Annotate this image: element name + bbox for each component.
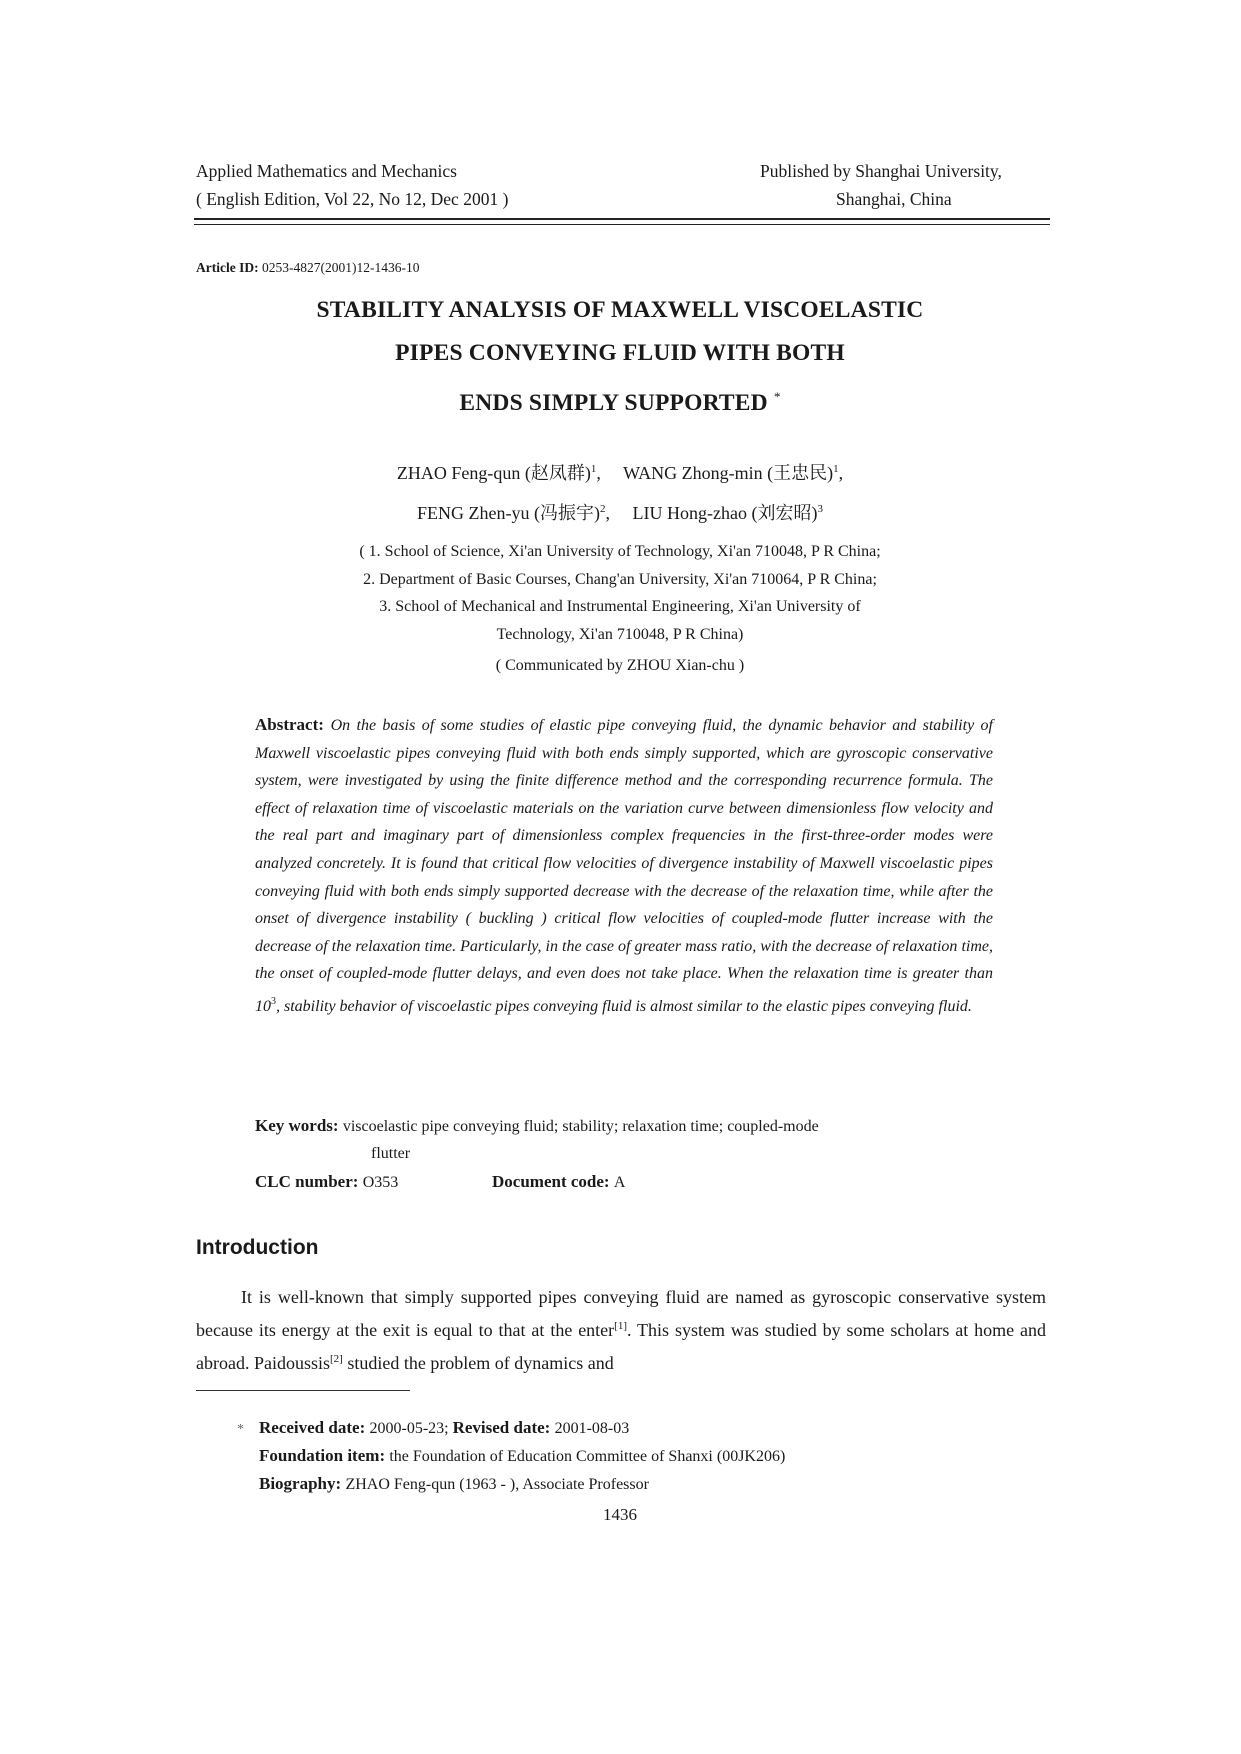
affiliations [150, 538, 1090, 680]
affiliation-line: ( 1. School of Science, Xi'an University of Technology, Xi'an 710048, P R China; [359, 543, 881, 560]
foundation-label: Foundation item [259, 1446, 380, 1465]
author-affiliation-mark: 3 [817, 503, 823, 515]
clc-value: O353 [362, 1174, 399, 1191]
intro-sentence: It is well-known that simply supported pipes conveying fluid are named as gyroscopic conservative system because its energy at the exit is equal to that at the enter [196, 1287, 1046, 1340]
author-name: WANG Zhong-min (王忠民) [623, 463, 834, 483]
foundation-text: the Foundation of Education Committee of Shanxi (00JK206) [389, 1448, 786, 1465]
keywords: Key words: viscoelastic pipe conveying fluid; stability; relaxation time; coupled-mode [255, 1116, 819, 1135]
title-footnote-mark: * [773, 389, 781, 404]
header-rule-thick [194, 218, 1050, 220]
author-name: FENG Zhen-yu (冯振宇) [417, 503, 601, 523]
citation-ref[interactable]: [1] [614, 1319, 627, 1332]
title-line: ENDS SIMPLY SUPPORTED [459, 390, 768, 416]
received-label: Received date [259, 1418, 360, 1437]
document-code: Document code: A [492, 1172, 626, 1191]
clc-label: CLC number [255, 1172, 353, 1191]
abstract: Abstract: On the basis of some studies of elastic pipe conveying fluid, the dynamic behavior and stability of Maxwell viscoelastic pipes conveying fluid with both ends simply supported, which are gyroscopic conservative system, were investigated by using the finite difference method and the corresponding recurrence formula. The effect of relaxation time of viscoelastic materials on the variation curve between dimensionless flow velocity and the real part and imaginary part of dimensionless complex frequencies in the first-three-order modes were analyzed concretely. It is found that critical flow velocities of divergence instability of Maxwell viscoelastic pipes conveying fluid with both ends simply supported decrease with the decrease of the relaxation time, while after the onset of divergence instability ( buckling ) critical flow velocities of coupled-mode flutter increase with the decrease of the relaxation time. Particularly, in the case of greater mass ratio, with the decrease of relaxation time, the onset of coupled-mode flutter delays, and even does not take place. When the relaxation time is greater than $10^3$, stability behavior of viscoelastic pipes conveying fluid is almost similar to the elastic pipes conveying fluid. [255, 715, 993, 1015]
document-code-value: A [613, 1174, 626, 1191]
citation-ref[interactable]: [2] [330, 1352, 343, 1365]
abstract-label: Abstract [255, 715, 319, 734]
revised-label: Revised date [452, 1418, 545, 1437]
journal-issue: ( English Edition, Vol 22, No 12, Dec 2001 ) [196, 189, 509, 209]
footnote-foundation: Foundation item: the Foundation of Education Committee of Shanxi (00JK206) [259, 1446, 786, 1465]
author-affiliation-mark: 1 [590, 463, 597, 475]
abstract-exponent: 3 [271, 995, 276, 1007]
keywords-text: viscoelastic pipe conveying fluid; stability; relaxation time; coupled-mode [342, 1118, 819, 1135]
author-name: LIU Hong-zhao (刘宏昭) [632, 503, 818, 523]
footnote-star: * [237, 1422, 244, 1437]
revised-date: 2001-08-03 [554, 1420, 630, 1437]
affiliation-line: 3. School of Mechanical and Instrumental Engineering, Xi'an University of [379, 598, 861, 615]
publisher-name: Published by Shanghai University, [760, 161, 1002, 181]
affiliation-line: Technology, Xi'an 710048, P R China) [496, 625, 744, 643]
author-name: ZHAO Feng-qun (赵凤群) [396, 463, 591, 483]
received-date: 2000-05-23; [369, 1420, 449, 1437]
author-affiliation-mark: 2 [600, 503, 606, 515]
footnote-dates: * Received date: 2000-05-23; Revised date: 2001-08-03 [259, 1414, 629, 1443]
clc-number: CLC number: O353 [255, 1172, 399, 1191]
article-id-value: 0253-4827(2001)12-1436-10 [261, 260, 420, 275]
journal-name: Applied Mathematics and Mechanics [196, 161, 457, 181]
document-code-label: Document code [492, 1172, 604, 1191]
abstract-text: On the basis of some studies of elastic pipe conveying fluid, the dynamic behavior and stability of Maxwell viscoelastic pipes conveying fluid with both ends simply supported, which are gyroscopic conservative system, were investigated by using the finite difference method and the corresponding recurrence formula. The effect of relaxation time of viscoelastic materials on the variation curve between dimensionless flow velocity and the real part and imaginary part of dimensionless complex frequencies in the first-three-order modes were analyzed concretely. It is found that critical flow velocities of divergence instability of Maxwell viscoelastic pipes conveying fluid with both ends simply supported decrease with the decrease of the relaxation time, while after the onset of divergence instability ( buckling ) critical flow velocities of coupled-mode flutter increase with the decrease of the relaxation time. Particularly, in the case of greater mass ratio, with the decrease of relaxation time, the onset of coupled-mode flutter delays, and even does not take place. When the relaxation time is greater than 10 [255, 717, 993, 1015]
abstract-text-end: , stability behavior of viscoelastic pipes conveying fluid is almost similar to the elastic pipes conveying fluid. [276, 997, 972, 1015]
biography-label: Biography [259, 1474, 336, 1493]
intro-sentence: . This system was studied by some scholars at home and abroad. Paidoussis [196, 1319, 1046, 1373]
biography-text: ZHAO Feng-qun (1963 - ), Associate Professor [345, 1476, 649, 1493]
author-list: ZHAO Feng-qun (赵凤群)$^1$, WANG Zhong-min (王忠民)$^1$, FENG Zhen-yu (冯振宇)$^2$, LIU Hong-zhao (刘宏昭)$^3$ [396, 463, 844, 523]
footnote-biography: Biography: ZHAO Feng-qun (1963 - ), Associate Professor [259, 1474, 649, 1493]
keywords-continued: flutter [371, 1145, 411, 1162]
affiliation-line: 2. Department of Basic Courses, Chang'an University, Xi'an 710064, P R China; [363, 570, 877, 588]
article-id: Article ID: 0253-4827(2001)12-1436-10 [196, 260, 420, 275]
article-id-label: Article ID [196, 260, 255, 275]
title-line: PIPES CONVEYING FLUID WITH BOTH [395, 340, 845, 366]
introduction-text [196, 1283, 1046, 1377]
header-rule-thin [194, 224, 1050, 225]
page-number: 1436 [603, 1505, 637, 1524]
paper-title [150, 289, 1090, 425]
keywords-label: Key words [255, 1116, 333, 1135]
footnote-rule [196, 1390, 410, 1391]
title-line: STABILITY ANALYSIS OF MAXWELL VISCOELASTIC [316, 297, 924, 323]
section-heading: Introduction [196, 1236, 319, 1259]
publisher-location: Shanghai, China [836, 189, 952, 209]
author-affiliation-mark: 1 [833, 463, 839, 475]
intro-sentence: studied the problem of dynamics and [342, 1352, 614, 1373]
communicated-by: ( Communicated by ZHOU Xian-chu ) [495, 657, 745, 674]
